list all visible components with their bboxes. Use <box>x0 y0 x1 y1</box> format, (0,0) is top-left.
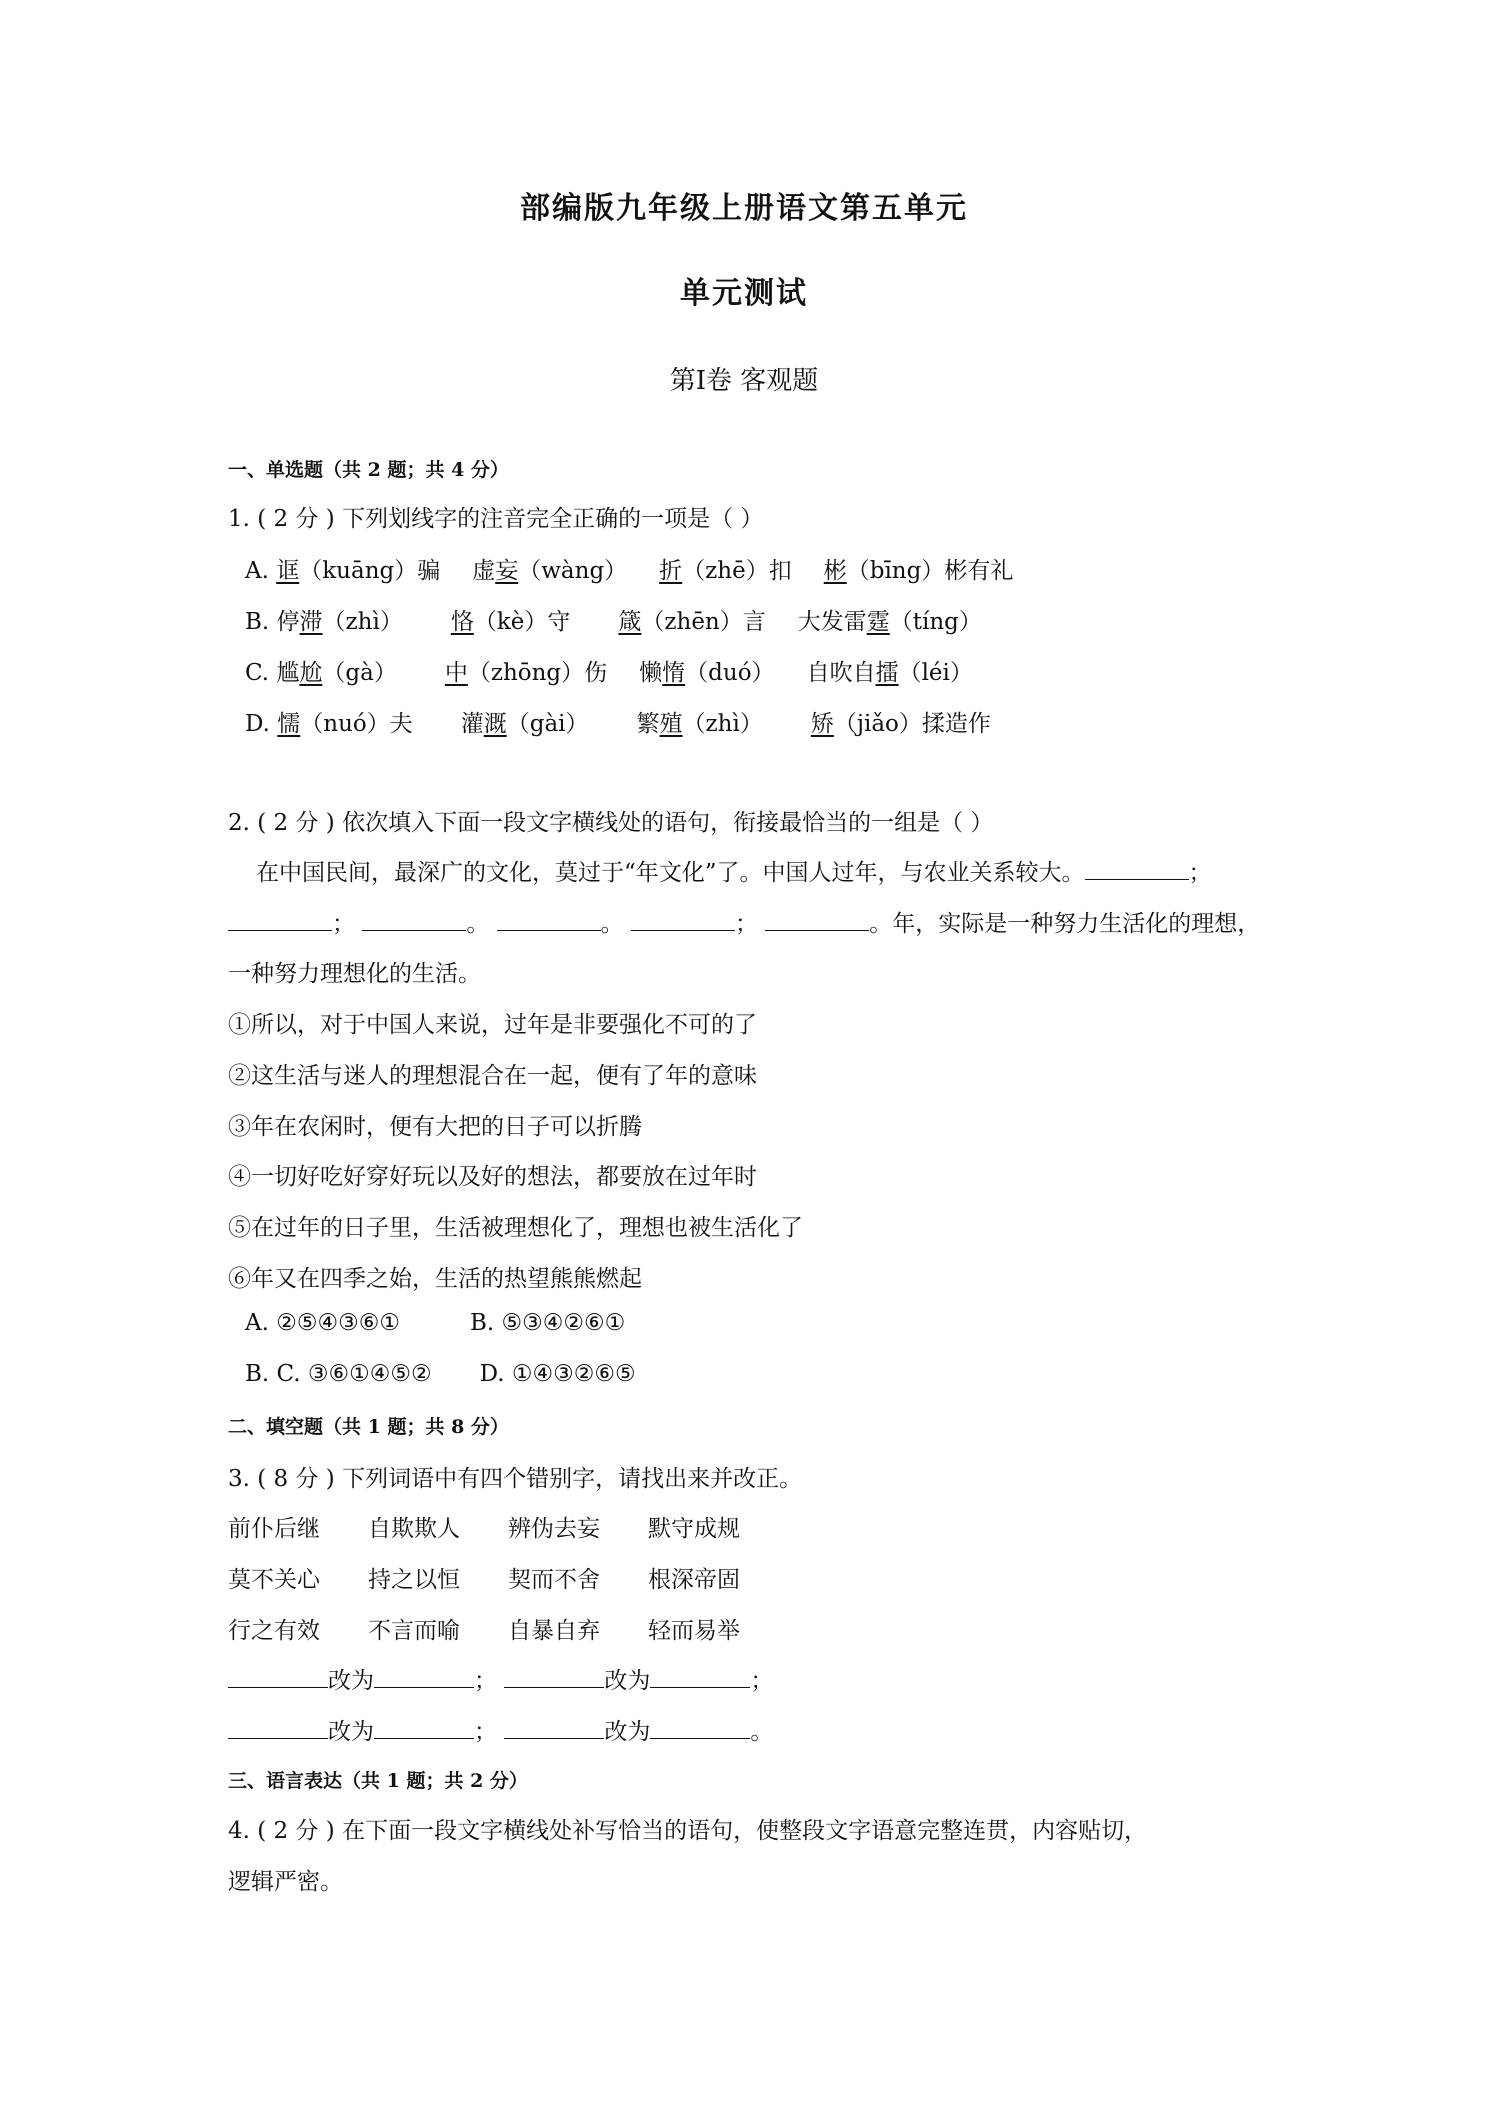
answer-blank[interactable] <box>374 1718 474 1739</box>
q2-options-row-2 <box>245 1361 636 1387</box>
q2-item: ①所以，对于中国人来说，过年是非要强化不可的了 <box>228 1012 757 1038</box>
q3-word-row: 前仆后继 自欺欺人 辨伪去妄 默守成规 <box>228 1516 740 1542</box>
answer-blank[interactable] <box>650 1718 750 1739</box>
q1-option-a[interactable]: A. 诓（kuāng）骗 虚妄（wàng） 折（zhē）扣 彬（bīng）彬有礼 <box>245 558 1014 584</box>
question-3-stem: 3. ( 8 分 ) 下列词语中有四个错别字，请找出来并改正。 <box>228 1466 803 1492</box>
q2-item: ③年在农闲时，便有大把的日子可以折腾 <box>228 1114 642 1140</box>
section-heading-single-choice: 一、单选题（共 2 题；共 4 分） <box>228 459 509 481</box>
q2-item: ②这生活与迷人的理想混合在一起，便有了年的意味 <box>228 1063 757 1089</box>
q3-word-row: 莫不关心 持之以恒 契而不舍 根深帝固 <box>228 1567 740 1593</box>
answer-blank[interactable] <box>228 1718 328 1739</box>
q2-item: ⑥年又在四季之始，生活的热望熊熊燃起 <box>228 1266 642 1292</box>
q2-option-a[interactable]: A. ②⑤④③⑥① <box>245 1310 400 1336</box>
answer-blank[interactable] <box>504 1667 604 1688</box>
answer-blank[interactable] <box>497 910 601 931</box>
section-heading-fill-blank: 二、填空题（共 1 题；共 8 分） <box>228 1416 509 1438</box>
page-title: 部编版九年级上册语文第五单元 <box>520 191 968 226</box>
q1-option-b[interactable]: B. 停滞（zhì） 恪（kè）守 箴（zhēn）言 大发雷霆（tíng） <box>245 609 982 635</box>
answer-blank[interactable] <box>362 910 466 931</box>
answer-blank[interactable] <box>650 1667 750 1688</box>
q2-item: ⑤在过年的日子里，生活被理想化了，理想也被生活化了 <box>228 1215 803 1241</box>
answer-blank[interactable] <box>228 910 332 931</box>
q2-passage-line-2: ； 。 。 ； 。年，实际是一种努力生活化的理想， <box>228 905 1260 938</box>
q2-option-d[interactable]: D. ①④③②⑥⑤ <box>479 1361 636 1387</box>
q3-answer-row: 改为 ； 改为 ； <box>228 1662 773 1695</box>
q2-item: ④一切好吃好穿好玩以及好的想法，都要放在过年时 <box>228 1164 757 1190</box>
question-1-stem: 1. ( 2 分 ) 下列划线字的注音完全正确的一项是（ ） <box>228 506 764 532</box>
q2-option-c[interactable]: B. C. ③⑥①④⑤② <box>245 1361 432 1387</box>
q3-answer-row: 改为 ； 改为 。 <box>228 1713 773 1746</box>
q3-word-row: 行之有效 不言而喻 自暴自弃 轻而易举 <box>228 1618 740 1644</box>
q2-option-b[interactable]: B. ⑤③④②⑥① <box>469 1310 626 1336</box>
answer-blank[interactable] <box>228 1667 328 1688</box>
question-4-stem-continued: 逻辑严密。 <box>228 1869 343 1895</box>
answer-blank[interactable] <box>504 1718 604 1739</box>
answer-blank[interactable] <box>374 1667 474 1688</box>
question-2-stem: 2. ( 2 分 ) 依次填入下面一段文字横线处的语句，衔接最恰当的一组是（ ） <box>228 810 994 836</box>
q2-passage-line-3: 一种努力理想化的生活。 <box>228 961 481 987</box>
volume-heading: 第Ⅰ卷 客观题 <box>669 366 819 396</box>
answer-blank[interactable] <box>1085 859 1189 880</box>
q1-option-d[interactable]: D. 懦（nuó）夫 灌溉（gài） 繁殖（zhì） 矫（jiǎo）揉造作 <box>245 711 991 737</box>
answer-blank[interactable] <box>765 910 869 931</box>
page-subtitle: 单元测试 <box>680 276 808 311</box>
q2-options-row-1 <box>245 1310 625 1336</box>
answer-blank[interactable] <box>631 910 735 931</box>
section-heading-language-expression: 三、语言表达（共 1 题；共 2 分） <box>228 1770 528 1792</box>
question-4-stem: 4. ( 2 分 ) 在下面一段文字横线处补写恰当的语句，使整段文字语意完整连贯，内容贴切， <box>228 1818 1148 1844</box>
q1-option-c[interactable]: C. 尴尬（gà） 中（zhōng）伤 懒惰（duó） 自吹自擂（léi） <box>245 660 973 686</box>
q2-passage-line-1: 在中国民间，最深广的文化，莫过于“年文化”了。中国人过年，与农业关系较大。 ； <box>256 860 1212 886</box>
